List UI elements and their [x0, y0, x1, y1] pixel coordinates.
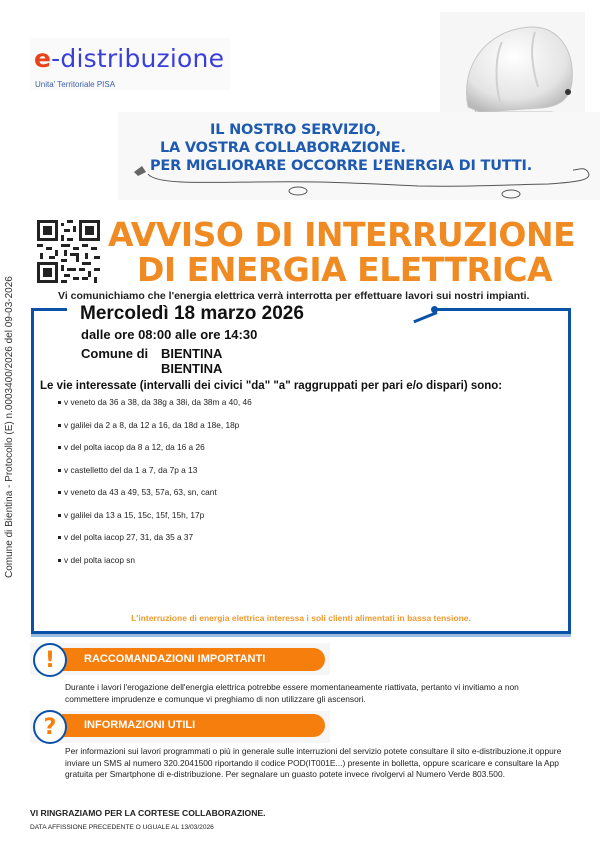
bullet-icon [58, 446, 61, 449]
qr-code-icon [36, 220, 101, 283]
unit-label: Unita' Territoriale PISA [35, 80, 116, 89]
list-item [58, 465, 252, 488]
logo-text: -distribuzione [51, 44, 225, 73]
recommendations-text: Durante i lavori l'erogazione dell'energia elettrica potrebbe essere momentaneamente riattivata, pertanto vi invitiamo a non commettere imprudenze e comunque vi preghiamo di non utilizzare gli ascensori. [65, 682, 519, 704]
bullet-icon [58, 536, 61, 539]
qr-code[interactable] [36, 220, 101, 283]
streets-intro: Le vie interessate (intervalli dei civici "da" "a" raggruppati per pari e/o dispari) sono: [40, 380, 503, 392]
list-item [58, 510, 252, 533]
bullet-icon [58, 469, 61, 472]
street-text: v galilei da 2 a 8, da 12 a 16, da 18d a 18e, 18p [64, 419, 240, 430]
question-mark-icon: ? [33, 710, 67, 744]
intro-text: Vi comunichiamo che l'energia elettrica verrà interrotta per effettuare lavori sui nostri impianti. [58, 290, 530, 302]
interruption-date: Mercoledì 18 marzo 2026 [80, 303, 304, 324]
bullet-icon [58, 401, 61, 404]
logo-e-mark: e [34, 44, 52, 73]
interruption-hours: dalle ore 08:00 alle ore 14:30 [81, 327, 258, 342]
switch-pivot-icon [431, 306, 438, 313]
thanks-text: VI RINGRAZIAMO PER LA CORTESE COLLABORAZIONE. [30, 808, 266, 818]
street-text: v veneto da 43 a 49, 53, 57a, 63, sn, cant [64, 487, 217, 497]
bullet-icon [58, 514, 61, 517]
list-item [58, 397, 252, 420]
list-item [58, 555, 252, 578]
list-item [58, 442, 252, 465]
comune-value: BIENTINA [161, 361, 223, 376]
comune-value: BIENTINA [161, 346, 223, 361]
posting-date: DATA AFFISSIONE PRECEDENTE O UGUALE AL 13/03/2026 [30, 824, 214, 831]
slogan-line-2: LA VOSTRA COLLABORAZIONE. [160, 140, 406, 156]
exclamation-icon: ! [33, 643, 67, 677]
bullet-icon [58, 559, 61, 562]
frame-shadow [31, 634, 571, 637]
protocol-stamp: Comune di Bientina - Protocollo (E) n.0003400/2026 del 09-03-2026 [4, 276, 15, 578]
bullet-icon [58, 424, 61, 427]
list-item [58, 487, 252, 510]
bullet-icon [58, 491, 61, 494]
low-voltage-note: L'interruzione di energia elettrica interessa i soli clienti alimentati in bassa tensione. [131, 613, 471, 623]
slogan-line-1: IL NOSTRO SERVIZIO, [210, 122, 381, 138]
streets-list [58, 397, 252, 577]
street-text: v del polta iacop 27, 31, da 35 a 37 [64, 532, 194, 542]
slogan-line-3: PER MIGLIORARE OCCORRE L’ENERGIA DI TUTTI. [150, 158, 533, 174]
notice-title-line-2: DI ENERGIA ELETTRICA [137, 250, 553, 289]
list-item [58, 532, 252, 555]
street-text: v castelletto del da 1 a 7, da 7p a 13 [64, 464, 198, 475]
frame-top-right-edge [434, 308, 571, 311]
list-item [58, 420, 252, 443]
section-title-useful-info: INFORMAZIONI UTILI [84, 719, 196, 731]
logo [34, 44, 224, 73]
section-title-recommendations: RACCOMANDAZIONI IMPORTANTI [84, 653, 266, 665]
street-text: v galilei da 13 a 15, 15c, 15f, 15h, 17p [64, 509, 205, 520]
useful-info-text: Per informazioni sui lavori programmati o più in generale sulle interruzioni del servizio potete consultare il sito e-distribuzione.it oppure inviare un SMS al numero 320.2041500 riportando il codice POD(IT001E...) presente in bolletta, oppure scaricare e consultare la App gratuita per Smartphone di e-distribuzione. Per segnalare un guasto potete invece rivolgervi al Numero Verde 803.500. [65, 746, 562, 779]
frame-top-left-edge [31, 308, 67, 311]
notice-title-line-1: AVVISO DI INTERRUZIONE [108, 215, 576, 254]
comune-label: Comune di [81, 346, 149, 361]
street-text: v veneto da 36 a 38, da 38g a 38i, da 38m a 40, 46 [64, 397, 252, 407]
street-text: v del polta iacop sn [64, 554, 136, 565]
street-text: v del polta iacop da 8 a 12, da 16 a 26 [64, 442, 205, 452]
